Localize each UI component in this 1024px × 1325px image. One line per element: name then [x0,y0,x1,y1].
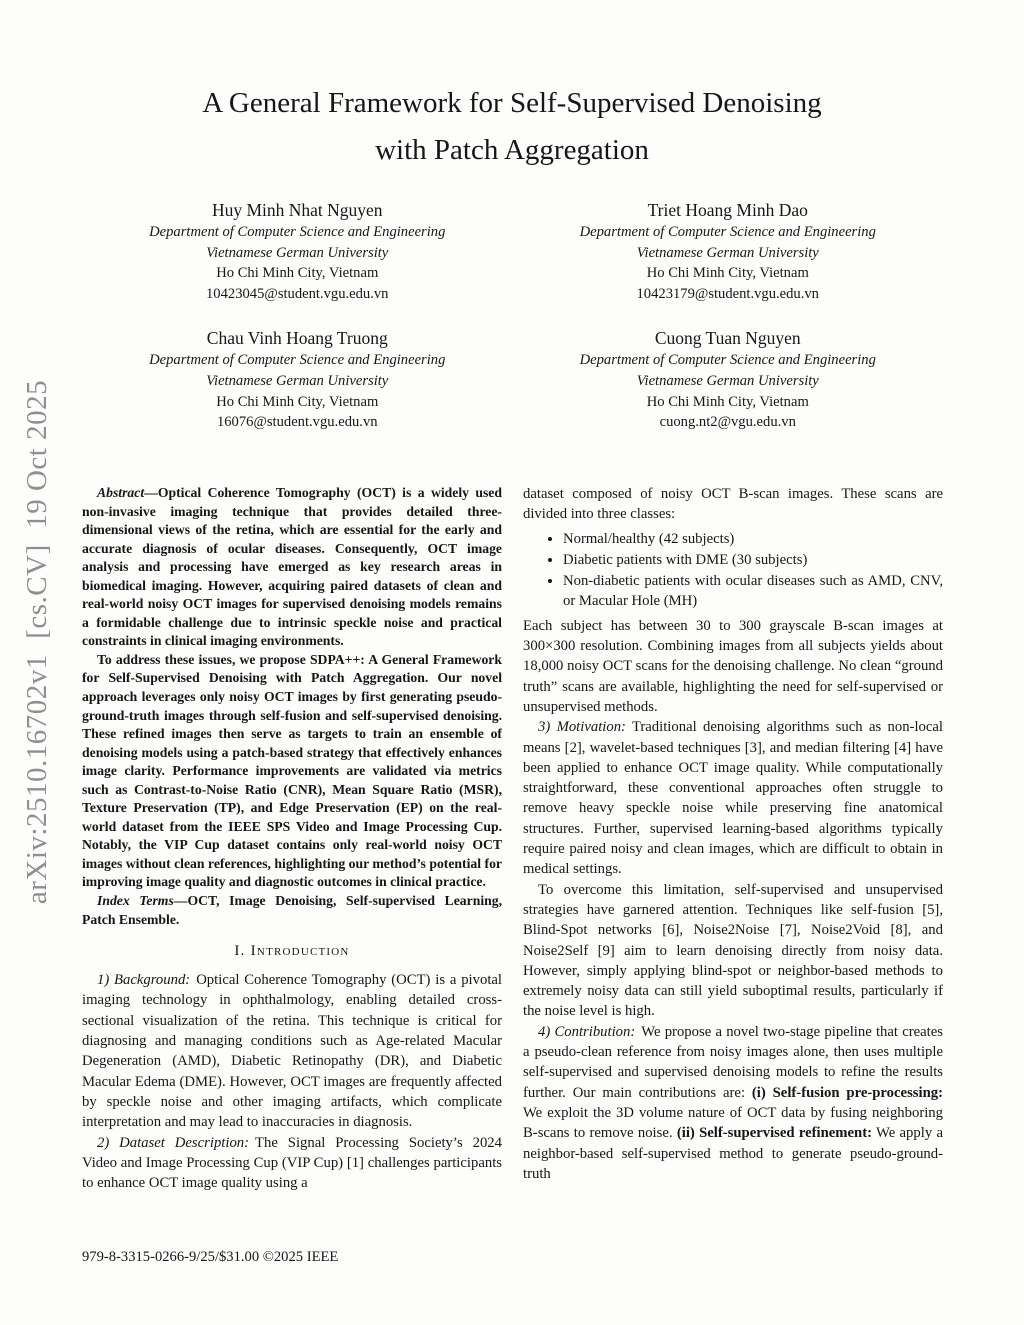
author-department: Department of Computer Science and Engineering [579,352,876,369]
dataset-paragraph [82,1133,502,1194]
section-heading-introduction: I. Introduction [234,942,350,960]
author-grid [82,199,943,433]
abstract-text-2: To address these issues, we propose SDPA++: A General Framework for Self-Supervised Denoising with Patch Aggregation. Our novel approach leverages only noisy OCT images by first generating pseudo-ground-truth images through self-fusion and self-supervised denoising. These refined images then serve as targets to train an ensemble of denoising models using a patch-based strategy that effectively enhances image clarity. Performance improvements are validated via metrics such as Contrast-to-Noise Ratio (CNR), Mean Square Ratio (MSR), Texture Preservation (TP), and Edge Preservation (EP) on the real-world dataset from the IEEE SPS Video and Image Processing Cup. Notably, the VIP Cup dataset contains only real-world noisy OCT images without clean references, highlighting our method’s potential for improving image quality and diagnostic outcomes in clinical practice. [82,651,502,890]
background-paragraph [82,970,502,1132]
left-column [82,484,502,1193]
author-block [513,199,944,304]
index-terms-text: —OCT, Image Denoising, Self-supervised Learning, Patch Ensemble. [82,893,502,927]
abstract-paragraph-2 [82,651,502,892]
author-email: cuong.nt2@vgu.edu.vn [659,414,796,431]
list-item: • Normal/healthy (42 subjects) [563,529,943,549]
author-university: Vietnamese German University [636,244,819,261]
arxiv-watermark: arXiv:2510.16702v1 [cs.CV] 19 Oct 2025 [21,379,53,905]
list-item: • Diabetic patients with DME (30 subjects) [563,550,943,570]
background-text: Optical Coherence Tomography (OCT) is a pivotal imaging technology in ophthalmology, enabling detailed cross-sectional visualization of the retina. This technique is critical for diagnosing and managing conditions such as Age-related Macular Degeneration (AMD), Diabetic Retinopathy (DR), and Diabetic Macular Edema (DME). However, OCT images are frequently affected by speckle noise and other imaging artifacts, which complicate interpretation and may lead to inaccuracies in diagnosis. [82,972,502,1131]
author-name: Cuong Tuan Nguyen [654,328,801,349]
contribution-bold-1: (i) Self-fusion pre-processing: [751,1084,943,1101]
contribution-text-1: We propose a novel two-stage pipeline that creates a pseudo-clean reference from noisy images alone, then uses multiple self-supervised and supervised denoising models to refine the results further. Our main contributions are: [523,1023,943,1101]
author-name: Huy Minh Nhat Nguyen [211,200,383,220]
author-city: Ho Chi Minh City, Vietnam [646,265,809,282]
author-department: Department of Computer Science and Engineering [149,224,446,240]
dataset-label: 2) Dataset Description: [97,1134,250,1151]
author-block [513,327,944,432]
contribution-bold-2: (ii) Self-supervised refinement: [676,1125,872,1142]
contribution-text-2: We exploit the 3D volume nature of OCT data by fusing neighboring B-scans to remove noise. [523,1104,943,1142]
contribution-paragraph [523,1022,943,1184]
copyright-footer: 979-8-3315-0266-9/25/$31.00 ©2025 IEEE [82,1249,339,1265]
author-city: Ho Chi Minh City, Vietnam [216,393,379,410]
abstract-label: Abstract [97,485,145,500]
author-block [82,199,513,304]
dataset-continuation: dataset composed of noisy OCT B-scan images. These scans are divided into three classes: [523,486,943,523]
author-university: Vietnamese German University [636,372,819,389]
author-email: 16076@student.vgu.edu.vn [216,414,378,431]
index-terms [82,892,502,929]
motivation-label: 3) Motivation: [538,719,626,736]
motivation-text: Traditional denoising algorithms such as non-local means [2], wavelet-based techniques [3], and median filtering [4] have been applied to enhance OCT image quality. While computationally straightforward, these conventional approaches often struggle to remove heavy speckle noise while preserving fine anatomical structures. Further, supervised learning-based algorithms typically require paired noisy and clean images, which are difficult to obtain in medical settings. [523,719,943,878]
author-city: Ho Chi Minh City, Vietnam [646,393,809,410]
author-department: Department of Computer Science and Engineering [579,224,876,240]
author-city: Ho Chi Minh City, Vietnam [216,265,379,282]
background-label: 1) Background: [97,972,191,989]
subjects-paragraph: Each subject has between 30 to 300 grayscale B-scan images at 300×300 resolution. Combining images from all subjects yields about 18,000 noisy OCT scans for the denoising challenge. No clean “ground truth” scans are available, highlighting the need for self-supervised or unsupervised methods. [523,617,943,715]
paper-title: A General Framework for Self-Supervised Denoising with Patch Aggregation [202,87,822,166]
index-terms-label: Index Terms [97,893,174,909]
author-email: 10423179@student.vgu.edu.vn [636,285,819,302]
motivation-paragraph [523,717,943,879]
author-block [82,327,513,432]
list-item: • Non-diabetic patients with ocular diseases such as AMD, CNV, or Macular Hole (MH) [563,571,943,612]
author-email: 10423045@student.vgu.edu.vn [206,285,389,302]
contribution-text-3: We apply a neighbor-based self-supervised method to generate pseudo-ground-truth [523,1125,943,1182]
overcome-paragraph: To overcome this limitation, self-supervised and unsupervised strategies have garnered attention. Techniques like self-fusion [5], Blind-Spot networks [6], Noise2Noise [7], Noise2Void [8], and Noise2Self [9] aim to learn denoising directly from noisy data. However, simply applying blind-spot or neighbor-based methods to extremely noisy data can still yield suboptimal results, particularly if the noise level is high. [523,881,943,1020]
dataset-text: The Signal Processing Society’s 2024 Video and Image Processing Cup (VIP Cup) [1] challenges participants to enhance OCT image quality using a [82,1134,502,1192]
author-university: Vietnamese German University [206,372,389,389]
right-column [523,484,943,1193]
author-department: Department of Computer Science and Engineering [149,352,446,369]
abstract-text: —Optical Coherence Tomography (OCT) is a widely used non-invasive imaging technique that provides detailed three-dimensional views of the retina, which are essential for the early and accurate diagnosis of ocular diseases. Consequently, OCT image analysis and processing have emerged as key research areas in biomedical imaging. However, acquiring paired datasets of clean and real-world noisy OCT images for supervised denoising models remains a formidable challenge due to intrinsic speckle noise and practical constraints in clinical imaging environments. [82,485,502,649]
class-list [523,529,943,612]
abstract-paragraph [82,484,502,651]
author-university: Vietnamese German University [206,244,389,261]
contribution-label: 4) Contribution: [538,1023,636,1040]
author-name: Triet Hoang Minh Dao [647,200,808,220]
paper-body [82,484,943,1193]
author-name: Chau Vinh Hoang Truong [206,328,388,349]
